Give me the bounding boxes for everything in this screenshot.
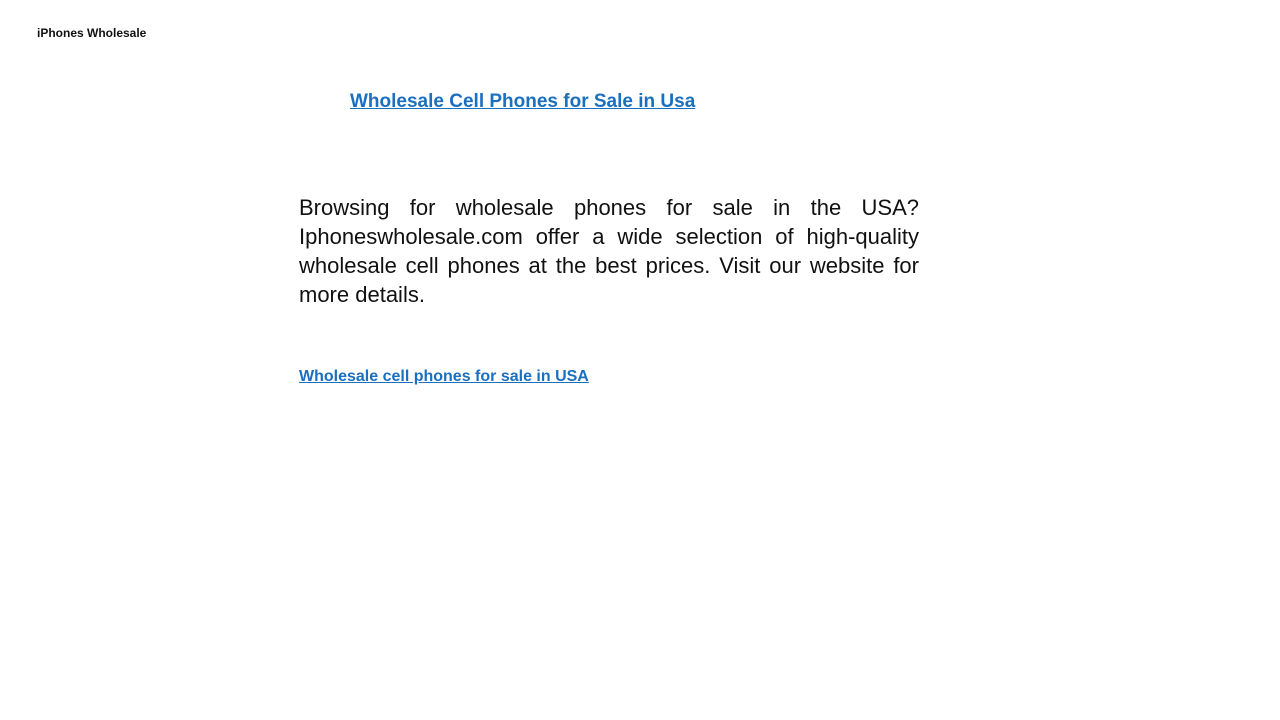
wholesale-phones-link[interactable]: Wholesale cell phones for sale in USA bbox=[299, 368, 589, 385]
heading-link[interactable]: Wholesale Cell Phones for Sale in Usa bbox=[350, 91, 696, 112]
site-brand: iPhones Wholesale bbox=[37, 26, 147, 40]
content-block bbox=[299, 193, 919, 309]
intro-paragraph: Browsing for wholesale phones for sale in the USA? Iphoneswholesale.com offer a wide selection of high-quality wholesale cell phones at the best prices. Visit our website for more details. bbox=[299, 195, 919, 307]
